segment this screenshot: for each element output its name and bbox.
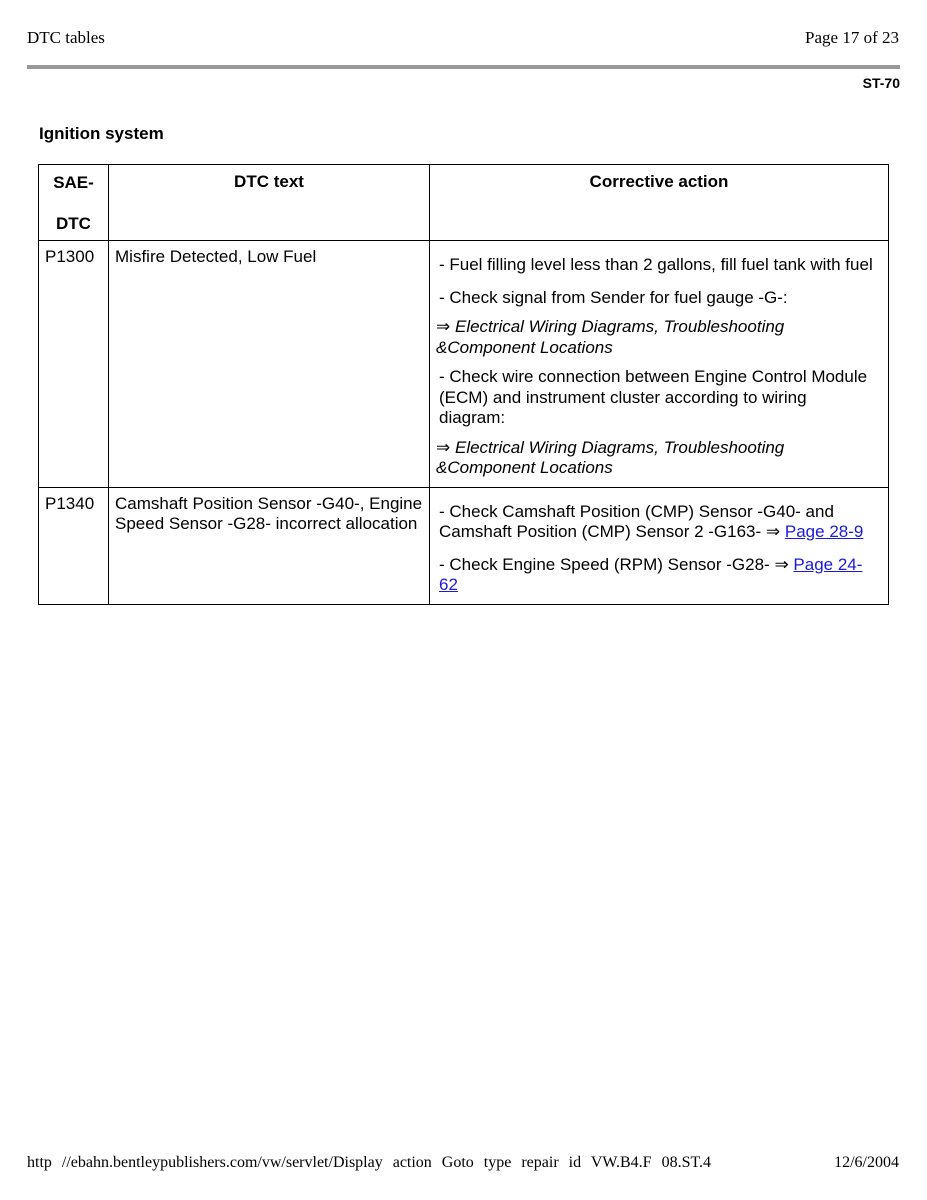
column-header-corrective-action: Corrective action — [430, 165, 889, 241]
page-link-28-9[interactable]: Page 28-9 — [784, 522, 864, 541]
arrow-right-icon: ⇒ — [436, 317, 451, 336]
table-header-row — [39, 165, 889, 241]
action-step: - Check wire connection between Engine Control Module (ECM) and instrument cluster according to wiring diagram: — [439, 367, 868, 427]
arrow-right-icon: ⇒ — [765, 522, 781, 541]
action-step — [439, 502, 876, 543]
table-row — [39, 241, 889, 488]
arrow-right-icon: ⇒ — [436, 437, 451, 457]
corrective-action — [430, 241, 889, 488]
reference-text: Electrical Wiring Diagrams, Troubleshooting &Component Locations — [436, 317, 785, 357]
section-code: ST-70 — [862, 75, 900, 91]
page-number: Page 17 of 23 — [805, 28, 899, 47]
arrow-right-icon: ⇒ — [774, 554, 789, 574]
dtc-code: P1340 — [39, 487, 109, 604]
action-step: - Fuel filling level less than 2 gallons, fill fuel tank with fuel — [439, 255, 873, 274]
dtc-text: Camshaft Position Sensor -G40-, Engine Speed Sensor -G28- incorrect allocation — [109, 487, 430, 604]
wiring-diagram-reference — [436, 438, 876, 479]
action-step — [439, 555, 876, 596]
dtc-table — [38, 164, 889, 605]
dtc-text: Misfire Detected, Low Fuel — [109, 241, 430, 488]
corrective-action — [430, 487, 889, 604]
footer-url: http //ebahn.bentleypublishers.com/vw/servlet/Display action Goto type repair id VW.B4.F 08.ST.4 — [27, 1154, 712, 1171]
action-step: - Check signal from Sender for fuel gauge -G-: — [439, 287, 788, 307]
section-title: Ignition system — [39, 124, 164, 143]
header-title: DTC tables — [27, 28, 105, 47]
header-divider — [27, 65, 900, 69]
column-header-sae: SAE- — [53, 173, 94, 192]
table-row — [39, 487, 889, 604]
action-step-text: - Check Camshaft Position (CMP) Sensor -G40- and Camshaft Position (CMP) Sensor 2 -G163- — [439, 501, 834, 541]
column-header-dtc-text: DTC text — [109, 165, 430, 241]
wiring-diagram-reference — [436, 317, 876, 358]
column-header-sae-dtc — [39, 165, 109, 241]
page-link-24-62[interactable]: Page 24-62 — [439, 554, 863, 594]
action-step-text: - Check Engine Speed (RPM) Sensor -G28- — [439, 554, 770, 574]
dtc-code: P1300 — [39, 241, 109, 488]
reference-text: Electrical Wiring Diagrams, Troubleshooting &Component Locations — [436, 437, 785, 477]
footer-date: 12/6/2004 — [834, 1154, 899, 1171]
column-header-dtc: DTC — [56, 214, 91, 233]
